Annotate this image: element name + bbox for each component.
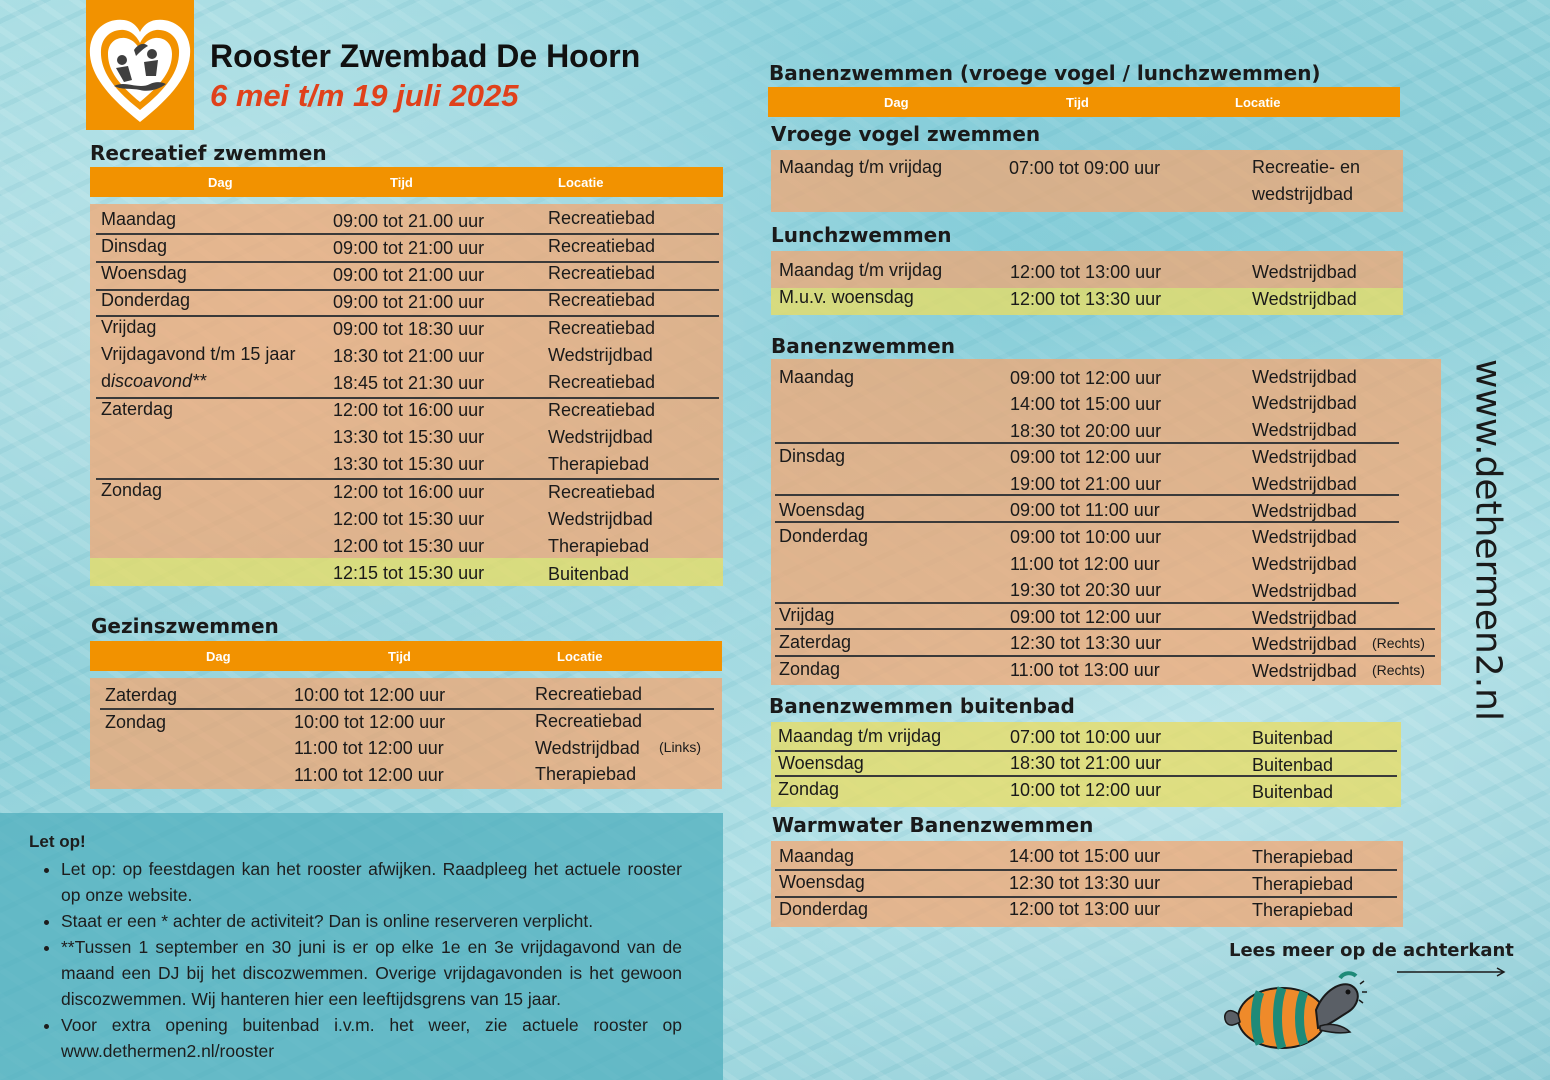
list-item: • Voor extra opening buitenbad i.v.m. het weer, zie actuele rooster op www.dethermen2.nl/rooster [61, 1012, 682, 1064]
table-row-location: Therapiebad [1252, 874, 1354, 894]
table-row-location: Wedstrijdbad [1252, 474, 1357, 494]
table-row-location: Therapiebad [548, 454, 650, 474]
section-title-buiten: Banenzwemmen buitenbad [769, 694, 1075, 718]
divider [775, 442, 1399, 444]
table-row-location: Therapiebad [548, 536, 650, 556]
table-row-location: Therapiebad [1252, 847, 1354, 867]
table-row-location: Recreatiebad [548, 400, 656, 420]
table-row-day: Woensdag [779, 500, 865, 520]
notes-title: Let op! [29, 832, 86, 851]
website-url[interactable] [1448, 359, 1528, 721]
table-row-location: Recreatiebad [535, 711, 643, 731]
schedule-period: 6 mei t/m 19 juli 2025 [210, 78, 519, 113]
table-row-day: Zondag [105, 712, 167, 732]
table-row-day: Maandag t/m vrijdag [778, 726, 942, 746]
table-row-day: Maandag [101, 209, 177, 229]
table-row-day: Zondag [101, 480, 163, 500]
table-row-time: 12:00 tot 15:30 uur [333, 509, 485, 529]
table-row-time: 11:00 tot 12:00 uur [294, 765, 444, 785]
table-row-location: Wedstrijdbad [1252, 393, 1357, 413]
table-row-time: 19:30 tot 20:30 uur [1010, 580, 1162, 600]
table-row-location: Wedstrijdbad [548, 509, 653, 529]
table-row-day: Woensdag [101, 263, 187, 283]
col-time: Tijd [1066, 95, 1089, 110]
table-row-day: Donderdag [779, 899, 869, 919]
table-row-location: Wedstrijdbad [548, 427, 653, 447]
table-row-time: 19:00 tot 21:00 uur [1010, 474, 1162, 494]
table-row-location: Wedstrijdbad [1252, 581, 1357, 601]
table-row-day: Zondag [779, 659, 841, 679]
table-row-time: 12:00 tot 13:30 uur [1010, 289, 1162, 309]
list-item: • Staat er een * achter de activiteit? Dan is online reserveren verplicht. [61, 908, 682, 934]
table-row-location: Wedstrijdbad [1252, 447, 1357, 467]
read-more-link[interactable]: Lees meer op de achterkant [1229, 940, 1514, 961]
table-row-time: 12:30 tot 13:30 uur [1010, 633, 1162, 653]
table-row-location: Wedstrijdbad [1252, 661, 1357, 681]
table-row-time: 09:00 tot 18:30 uur [333, 319, 485, 339]
table-row-time: 13:30 tot 15:30 uur [333, 454, 485, 474]
section-title-gezins: Gezinszwemmen [91, 614, 279, 638]
table-row-location: Recreatiebad [535, 684, 643, 704]
table-row-time: 11:00 tot 12:00 uur [1010, 554, 1160, 574]
table-row-time: 14:00 tot 15:00 uur [1010, 394, 1162, 414]
table-row-day: M.u.v. woensdag [779, 287, 914, 307]
table-row-time: 09:00 tot 12:00 uur [1010, 447, 1162, 467]
table-row-location: Recreatiebad [548, 372, 656, 392]
table-row-day: Vrijdagavond t/m 15 jaar [101, 344, 296, 364]
table-row-day: Woensdag [778, 753, 864, 773]
table-row-location: Recreatiebad [548, 236, 656, 256]
table-row-location: Wedstrijdbad [535, 738, 640, 758]
table-row-time: 07:00 tot 10:00 uur [1010, 727, 1162, 747]
table-row-day: Zaterdag [779, 632, 852, 652]
col-day: Dag [208, 175, 233, 190]
table-row-day: discoavond** [101, 371, 207, 391]
col-location: Locatie [558, 175, 604, 190]
divider [775, 750, 1397, 752]
notes-list [42, 856, 682, 1064]
table-row-day: Woensdag [779, 872, 865, 892]
table-row-location: Wedstrijdbad [548, 345, 653, 365]
logo [86, 0, 194, 130]
table-row-location: Wedstrijdbad [1252, 634, 1357, 654]
table-row-time: 07:00 tot 09:00 uur [1009, 158, 1161, 178]
table-row-time: 09:00 tot 11:00 uur [1010, 500, 1160, 520]
divider [100, 708, 714, 710]
col-location: Locatie [1235, 95, 1281, 110]
divider [775, 655, 1435, 657]
table-row-day: Donderdag [779, 526, 869, 546]
page-title: Rooster Zwembad De Hoorn [210, 38, 641, 74]
divider [775, 869, 1397, 871]
col-time: Tijd [388, 649, 411, 664]
table-row-location: Therapiebad [535, 764, 637, 784]
section-title-warm: Warmwater Banenzwemmen [772, 813, 1094, 837]
table-header [90, 167, 723, 197]
seal-mascot-icon [1220, 970, 1370, 1060]
table-row-location: Wedstrijdbad [1252, 554, 1357, 574]
table-row-time: 09:00 tot 21.00 uur [333, 211, 485, 231]
divider [96, 397, 719, 399]
table-row-time: 09:00 tot 12:00 uur [1010, 368, 1162, 388]
table-row-note: (Links) [659, 739, 702, 755]
section-title-banen: Banenzwemmen [771, 334, 955, 358]
table-row-location: Recreatie- en [1252, 157, 1361, 177]
arrow-right-icon [1395, 965, 1507, 979]
table-row-time: 18:30 tot 21:00 uur [1010, 753, 1162, 773]
table-row-time: 09:00 tot 21:00 uur [333, 292, 485, 312]
section-title-lunch: Lunchzwemmen [771, 223, 952, 247]
table-row-location: Wedstrijdbad [1252, 501, 1357, 521]
table-header [90, 641, 722, 671]
table-row-time: 14:00 tot 15:00 uur [1009, 846, 1161, 866]
table-row-location: Recreatiebad [548, 208, 656, 228]
table-row-location: Recreatiebad [548, 482, 656, 502]
table-row-day: Vrijdag [779, 605, 835, 625]
table-row-time: 18:30 tot 20:00 uur [1010, 421, 1162, 441]
table-row-location: Recreatiebad [548, 290, 656, 310]
table-row-time: 12:15 tot 15:30 uur [333, 563, 485, 583]
col-location: Locatie [557, 649, 603, 664]
table-row-time: 12:00 tot 13:00 uur [1009, 899, 1161, 919]
table-row-time: 12:30 tot 13:30 uur [1009, 873, 1161, 893]
table-row-time: 09:00 tot 21:00 uur [333, 238, 485, 258]
col-day: Dag [206, 649, 231, 664]
table-row-day: Maandag [779, 367, 855, 387]
table-row-location: Wedstrijdbad [1252, 420, 1357, 440]
table-row-time: 10:00 tot 12:00 uur [1010, 780, 1162, 800]
table-row-location: Recreatiebad [548, 318, 656, 338]
section-title-recreatief: Recreatief zwemmen [90, 141, 327, 165]
table-row-time: 11:00 tot 13:00 uur [1010, 660, 1160, 680]
list-item: • Let op: op feestdagen kan het rooster afwijken. Raadpleeg het actuele rooster op onze website. [61, 856, 682, 908]
table-row-day: Zaterdag [105, 685, 178, 705]
table-row-location: Wedstrijdbad [1252, 262, 1357, 282]
table-row-time: 09:00 tot 12:00 uur [1010, 607, 1162, 627]
table-row-time: 10:00 tot 12:00 uur [294, 712, 446, 732]
col-time: Tijd [390, 175, 413, 190]
table-row-location: Recreatiebad [548, 263, 656, 283]
table-row-time: 12:00 tot 16:00 uur [333, 400, 485, 420]
table-row-time: 18:45 tot 21:30 uur [333, 373, 485, 393]
heart-swimmer-icon [86, 10, 194, 130]
table-row-day: Dinsdag [779, 446, 846, 466]
section-title-banen-header: Banenzwemmen (vroege vogel / lunchzwemmen) [769, 61, 1321, 85]
table-row-day: Donderdag [101, 290, 191, 310]
table-row-location: Buitenbad [1252, 755, 1334, 775]
table-row-location: Therapiebad [1252, 900, 1354, 920]
divider [775, 896, 1397, 898]
table-row-time: 11:00 tot 12:00 uur [294, 738, 444, 758]
table-row-location: Wedstrijdbad [1252, 527, 1357, 547]
table-row-note: (Rechts) [1372, 635, 1425, 651]
section-title-vroege-vogel: Vroege vogel zwemmen [771, 122, 1041, 146]
divider [96, 478, 719, 480]
table-row-time: 09:00 tot 10:00 uur [1010, 527, 1162, 547]
table-row-time: 12:00 tot 15:30 uur [333, 536, 485, 556]
table-row-time: 09:00 tot 21:00 uur [333, 265, 485, 285]
table-row-time: 12:00 tot 16:00 uur [333, 482, 485, 502]
divider [96, 233, 719, 235]
list-item: • **Tussen 1 september en 30 juni is er op elke 1e en 3e vrijdagavond van de maand een DJ bij het discozwemmen. Overige vrijdagavonden is het gewoon discozwemmen. Wij hanteren hier een leeftijdsgrens van 15 jaar. [61, 934, 682, 1012]
table-row-time: 12:00 tot 13:00 uur [1010, 262, 1162, 282]
table-row-time: 18:30 tot 21:00 uur [333, 346, 485, 366]
table-row-location: Wedstrijdbad [1252, 289, 1357, 309]
table-row-day: Maandag [779, 846, 855, 866]
table-row-time: 13:30 tot 15:30 uur [333, 427, 485, 447]
table-row-note: (Rechts) [1372, 662, 1425, 678]
table-row-location: Buitenbad [548, 564, 630, 584]
table-row-day: Zaterdag [101, 399, 174, 419]
table-row-time: 10:00 tot 12:00 uur [294, 685, 446, 705]
table-row-day: Maandag t/m vrijdag [779, 260, 943, 280]
table-row-location: wedstrijdbad [1252, 184, 1354, 204]
col-day: Dag [884, 95, 909, 110]
divider [96, 315, 719, 317]
table-row-location: Buitenbad [1252, 728, 1334, 748]
table-row-location: Buitenbad [1252, 782, 1334, 802]
table-row-day: Maandag t/m vrijdag [779, 157, 943, 177]
website-url-text: www.dethermen2.nl [1467, 359, 1509, 721]
table-row-day: Dinsdag [101, 236, 168, 256]
divider [775, 602, 1399, 604]
table-row-location: Wedstrijdbad [1252, 608, 1357, 628]
table-header [768, 87, 1400, 117]
table-row-location: Wedstrijdbad [1252, 367, 1357, 387]
table-row-day: Vrijdag [101, 317, 157, 337]
table-row-day: Zondag [778, 779, 840, 799]
